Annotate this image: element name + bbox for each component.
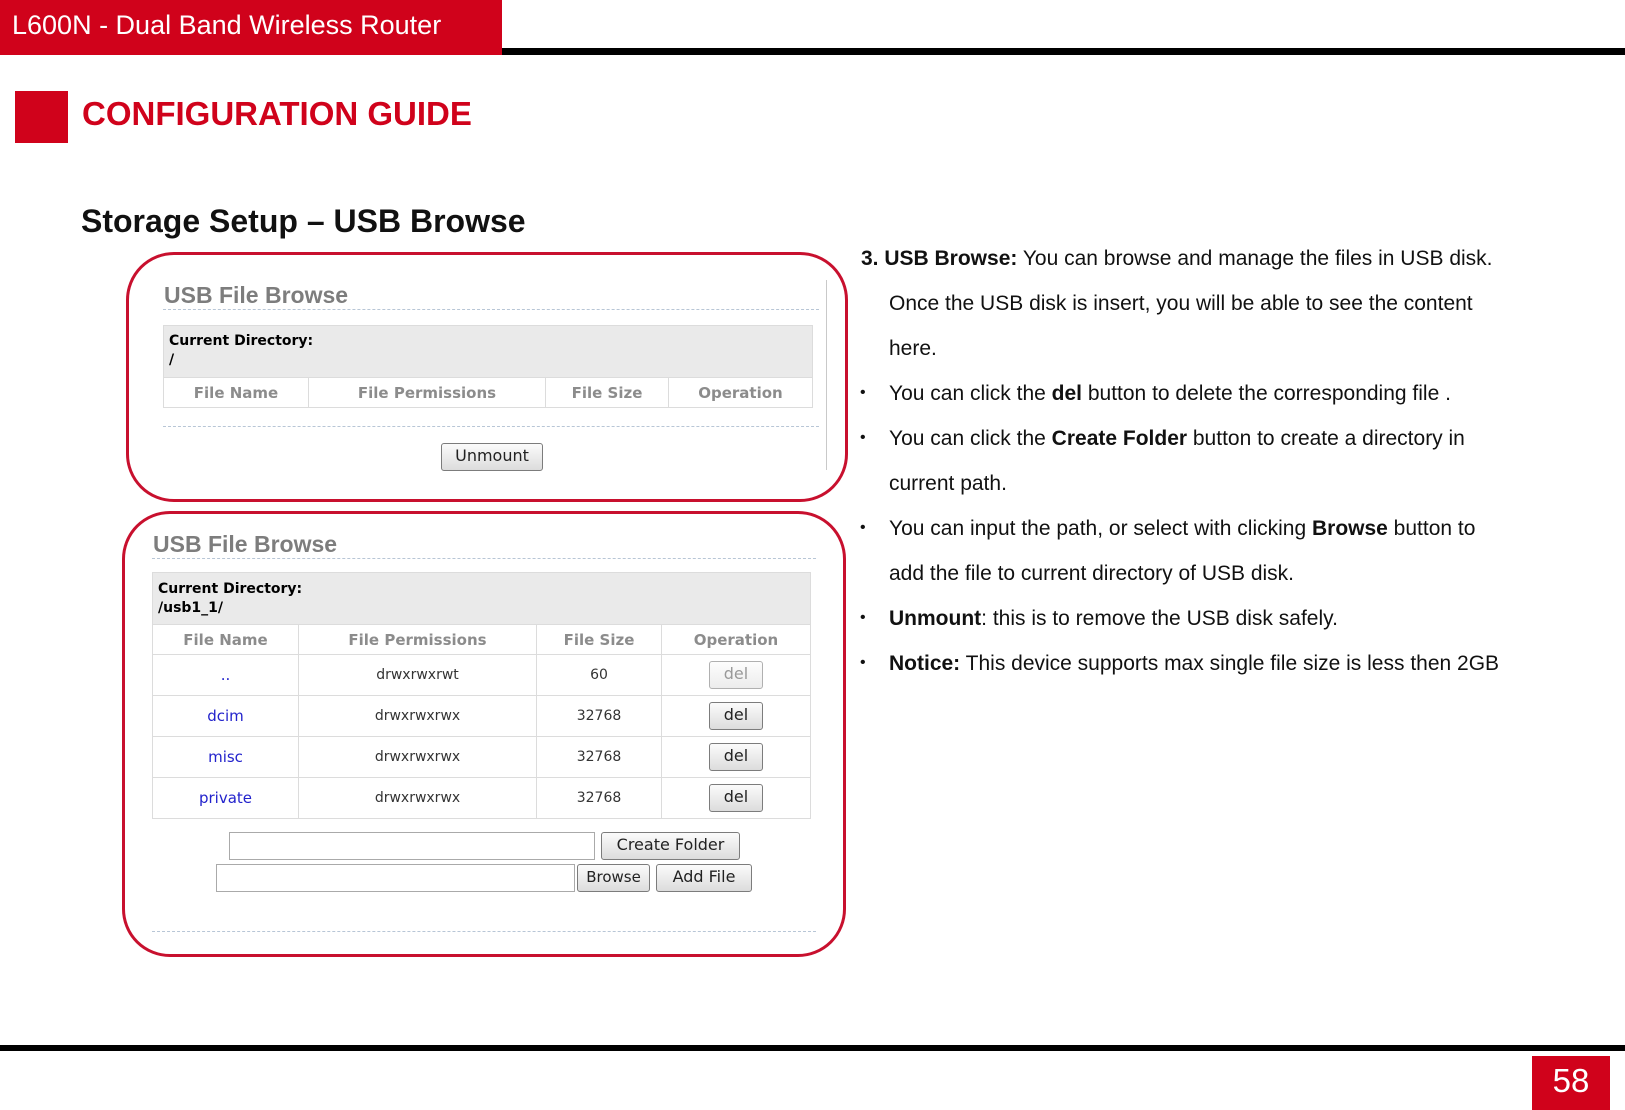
file-size-cell: 32768 [537, 778, 662, 819]
table-row [153, 655, 811, 696]
bullet-create-folder [889, 427, 1465, 451]
bullet-text: button to create a directory in [1187, 427, 1465, 450]
bullet-create-folder-line2: current path. [889, 472, 1007, 495]
col-file-name: File Name [164, 378, 309, 408]
col-file-size: File Size [546, 378, 669, 408]
create-folder-button[interactable]: Create Folder [601, 832, 740, 860]
screenshot-edge [826, 280, 827, 470]
bullet-text: You can input the path, or select with clicking [889, 517, 1312, 540]
intro-line-3: here. [889, 337, 937, 360]
file-permissions-cell: drwxrwxrwx [299, 737, 537, 778]
add-file-button[interactable]: Add File [656, 864, 752, 892]
intro-line-1 [861, 247, 1493, 271]
bullet-bold: Create Folder [1051, 427, 1188, 450]
panel1-title: USB File Browse [164, 282, 349, 308]
current-directory [164, 326, 813, 378]
guide-marker-square [15, 91, 68, 143]
bullet-marker: • [860, 609, 866, 626]
intro-line-2: Once the USB disk is insert, you will be able to see the content [889, 292, 1473, 315]
bullet-marker: • [860, 429, 866, 446]
del-button[interactable]: del [709, 784, 763, 812]
table-row [153, 737, 811, 778]
file-size-cell: 60 [537, 655, 662, 696]
col-file-size: File Size [537, 625, 662, 655]
col-file-name: File Name [153, 625, 299, 655]
intro-bold: 3. USB Browse: [861, 247, 1018, 270]
bullet-bold: del [1051, 382, 1083, 405]
table-row [153, 696, 811, 737]
del-button[interactable]: del [709, 702, 763, 730]
panel2-top-divider [152, 558, 816, 559]
file-size-cell: 32768 [537, 696, 662, 737]
col-operation: Operation [662, 625, 811, 655]
bullet-marker: • [860, 654, 866, 671]
footer-rule [0, 1045, 1625, 1051]
current-directory-path: / [169, 352, 175, 368]
operation-cell [662, 778, 811, 819]
bullet-bold: Notice: [889, 652, 961, 675]
file-path-input[interactable] [216, 864, 575, 892]
header-rule [502, 48, 1625, 55]
panel2-file-table [152, 572, 811, 819]
file-name-link[interactable]: .. [220, 666, 231, 684]
operation-cell [662, 737, 811, 778]
bullet-marker: • [860, 384, 866, 401]
file-permissions-cell: drwxrwxrwx [299, 696, 537, 737]
bullet-text: : this is to remove the USB disk safely. [981, 607, 1338, 630]
operation-cell [662, 655, 811, 696]
page-number: 58 [1552, 1062, 1590, 1099]
bullet-text: button to delete the corresponding file . [1082, 382, 1451, 405]
del-button[interactable]: del [709, 743, 763, 771]
file-name-link[interactable]: dcim [207, 707, 244, 725]
section-title: Storage Setup – USB Browse [81, 203, 526, 239]
bullet-bold: Unmount [889, 607, 982, 630]
panel1-file-table [163, 325, 813, 408]
panel1-top-divider [163, 309, 819, 310]
bullet-notice [889, 652, 1499, 676]
intro-text: You can browse and manage the files in USB disk. [1017, 247, 1493, 270]
file-permissions-cell: drwxrwxrwx [299, 778, 537, 819]
del-button-disabled: del [709, 661, 763, 689]
file-name-cell [153, 778, 299, 819]
file-size-cell: 32768 [537, 737, 662, 778]
guide-title: CONFIGURATION GUIDE [82, 95, 472, 132]
file-permissions-cell: drwxrwxrwt [299, 655, 537, 696]
file-name-link[interactable]: misc [208, 748, 243, 766]
bullet-bold: Browse [1311, 517, 1388, 540]
panel2-title: USB File Browse [153, 531, 338, 557]
bullet-unmount [889, 607, 1338, 631]
file-name-cell [153, 696, 299, 737]
file-name-cell [153, 655, 299, 696]
file-name-cell [153, 737, 299, 778]
bullet-text: You can click the [889, 382, 1052, 405]
bullet-text: This device supports max single file size is less then 2GB [960, 652, 1500, 675]
bullet-browse-line2: add the file to current directory of USB disk. [889, 562, 1295, 585]
col-file-permissions: File Permissions [299, 625, 537, 655]
current-directory-label: Current Directory: [158, 581, 303, 597]
bullet-del [889, 382, 1451, 406]
panel1-bottom-divider [163, 426, 819, 427]
folder-name-input[interactable] [229, 832, 595, 860]
unmount-button[interactable]: Unmount [441, 443, 543, 471]
current-directory [153, 573, 811, 625]
col-operation: Operation [669, 378, 813, 408]
panel2-bottom-divider [152, 931, 816, 932]
bullet-text: You can click the [889, 427, 1052, 450]
current-directory-label: Current Directory: [169, 333, 314, 349]
bullet-text: button to [1387, 517, 1476, 540]
bullet-browse [889, 517, 1475, 541]
table-row [153, 778, 811, 819]
browse-button[interactable]: Browse [577, 864, 650, 892]
product-title: L600N - Dual Band Wireless Router [12, 10, 442, 40]
current-directory-path: /usb1_1/ [158, 600, 224, 616]
operation-cell [662, 696, 811, 737]
col-file-permissions: File Permissions [309, 378, 546, 408]
file-name-link[interactable]: private [198, 789, 253, 807]
bullet-marker: • [860, 519, 866, 536]
